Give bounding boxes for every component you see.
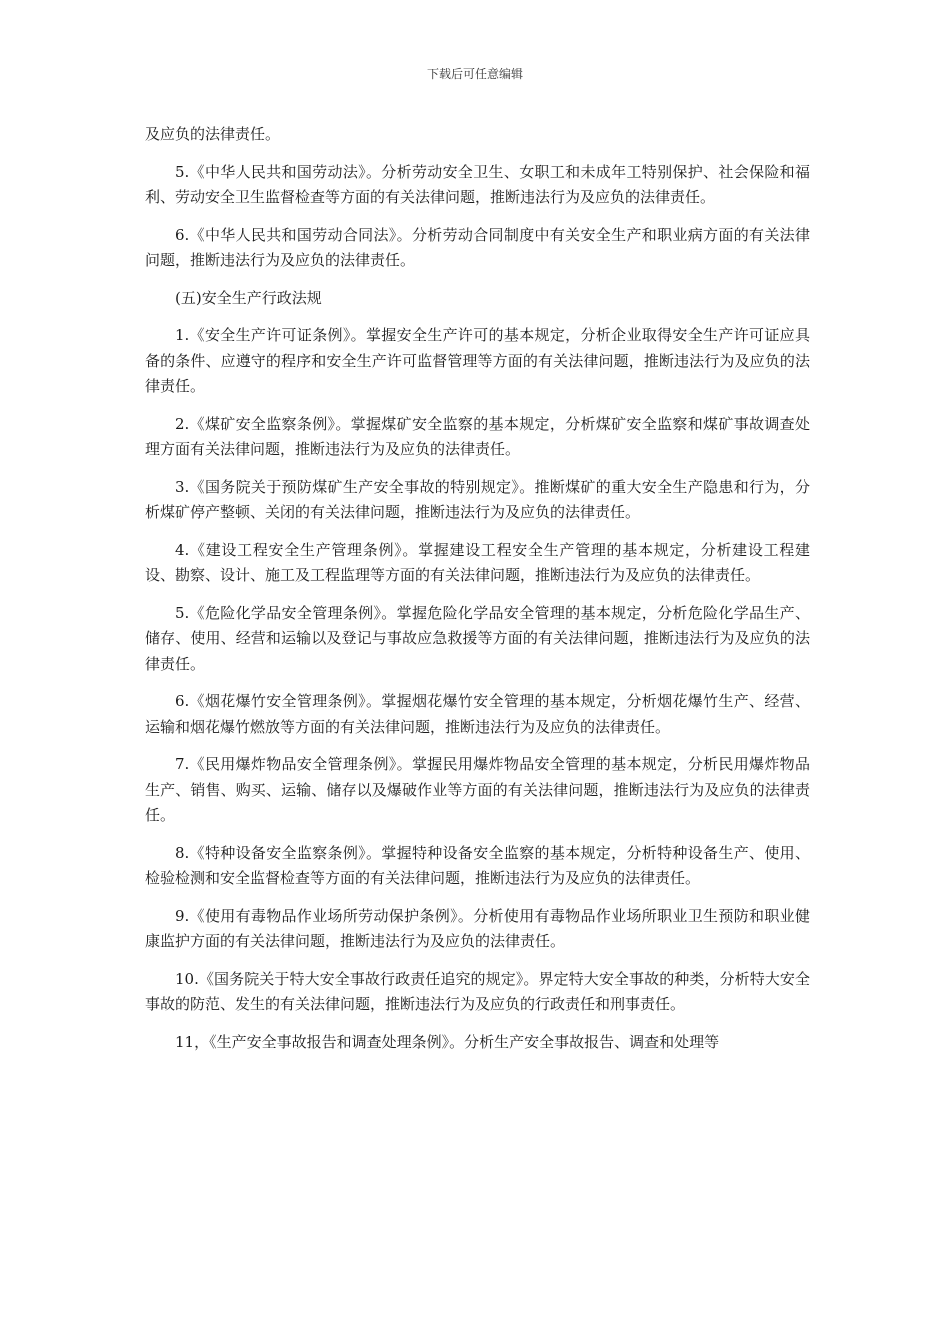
paragraph: 1.《安全生产许可证条例》。掌握安全生产许可的基本规定，分析企业取得安全生产许可证应具备的条件、应遵守的程序和安全生产许可监督管理等方面的有关法律问题，推断违法行为及应负的法律责任。 xyxy=(145,326,810,395)
paragraph: 5.《中华人民共和国劳动法》。分析劳动安全卫生、女职工和未成年工特别保护、社会保险和福利、劳动安全卫生监督检查等方面的有关法律问题，推断违法行为及应负的法律责任。 xyxy=(145,162,810,206)
paragraph: 10.《国务院关于特大安全事故行政责任追究的规定》。界定特大安全事故的种类，分析特大安全事故的防范、发生的有关法律问题，推断违法行为及应负的行政责任和刑事责任。 xyxy=(145,969,810,1013)
paragraph: 2.《煤矿安全监察条例》。掌握煤矿安全监察的基本规定，分析煤矿安全监察和煤矿事故调查处理方面有关法律问题，推断违法行为及应负的法律责任。 xyxy=(145,414,810,458)
paragraph: 6.《中华人民共和国劳动合同法》。分析劳动合同制度中有关安全生产和职业病方面的有关法律问题，推断违法行为及应负的法律责任。 xyxy=(145,225,810,269)
paragraph: 及应负的法律责任。 xyxy=(145,125,281,143)
paragraph: 3.《国务院关于预防煤矿生产安全事故的特别规定》。推断煤矿的重大安全生产隐患和行为，分析煤矿停产整顿、关闭的有关法律问题，推断违法行为及应负的法律责任。 xyxy=(145,477,810,521)
paragraph: 5.《危险化学品安全管理条例》。掌握危险化学品安全管理的基本规定，分析危险化学品生产、储存、使用、经营和运输以及登记与事故应急救援等方面的有关法律问题，推断违法行为及应负的法律责任。 xyxy=(145,603,810,673)
paragraph: 7.《民用爆炸物品安全管理条例》。掌握民用爆炸物品安全管理的基本规定，分析民用爆炸物品生产、销售、购买、运输、储存以及爆破作业等方面的有关法律问题，推断违法行为及应负的法律责任。 xyxy=(145,755,810,824)
paragraph: 11，《生产安全事故报告和调查处理条例》。分析生产安全事故报告、调查和处理等 xyxy=(175,1032,720,1051)
paragraph: 4.《建设工程安全生产管理条例》。掌握建设工程安全生产管理的基本规定，分析建设工程建设、勘察、设计、施工及工程监理等方面的有关法律问题，推断违法行为及应负的法律责任。 xyxy=(145,540,810,584)
section-heading: (五)安全生产行政法规 xyxy=(175,288,322,307)
paragraph: 8.《特种设备安全监察条例》。掌握特种设备安全监察的基本规定，分析特种设备生产、使用、检验检测和安全监督检查等方面的有关法律问题，推断违法行为及应负的法律责任。 xyxy=(145,843,810,887)
paragraph: 9.《使用有毒物品作业场所劳动保护条例》。分析使用有毒物品作业场所职业卫生预防和职业健康监护方面的有关法律问题，推断违法行为及应负的法律责任。 xyxy=(145,906,810,950)
page-header: 下载后可任意编辑 xyxy=(426,67,523,81)
document-body xyxy=(145,122,810,1067)
paragraph: 6.《烟花爆竹安全管理条例》。掌握烟花爆竹安全管理的基本规定，分析烟花爆竹生产、经营、运输和烟花爆竹燃放等方面的有关法律问题，推断违法行为及应负的法律责任。 xyxy=(145,692,810,736)
